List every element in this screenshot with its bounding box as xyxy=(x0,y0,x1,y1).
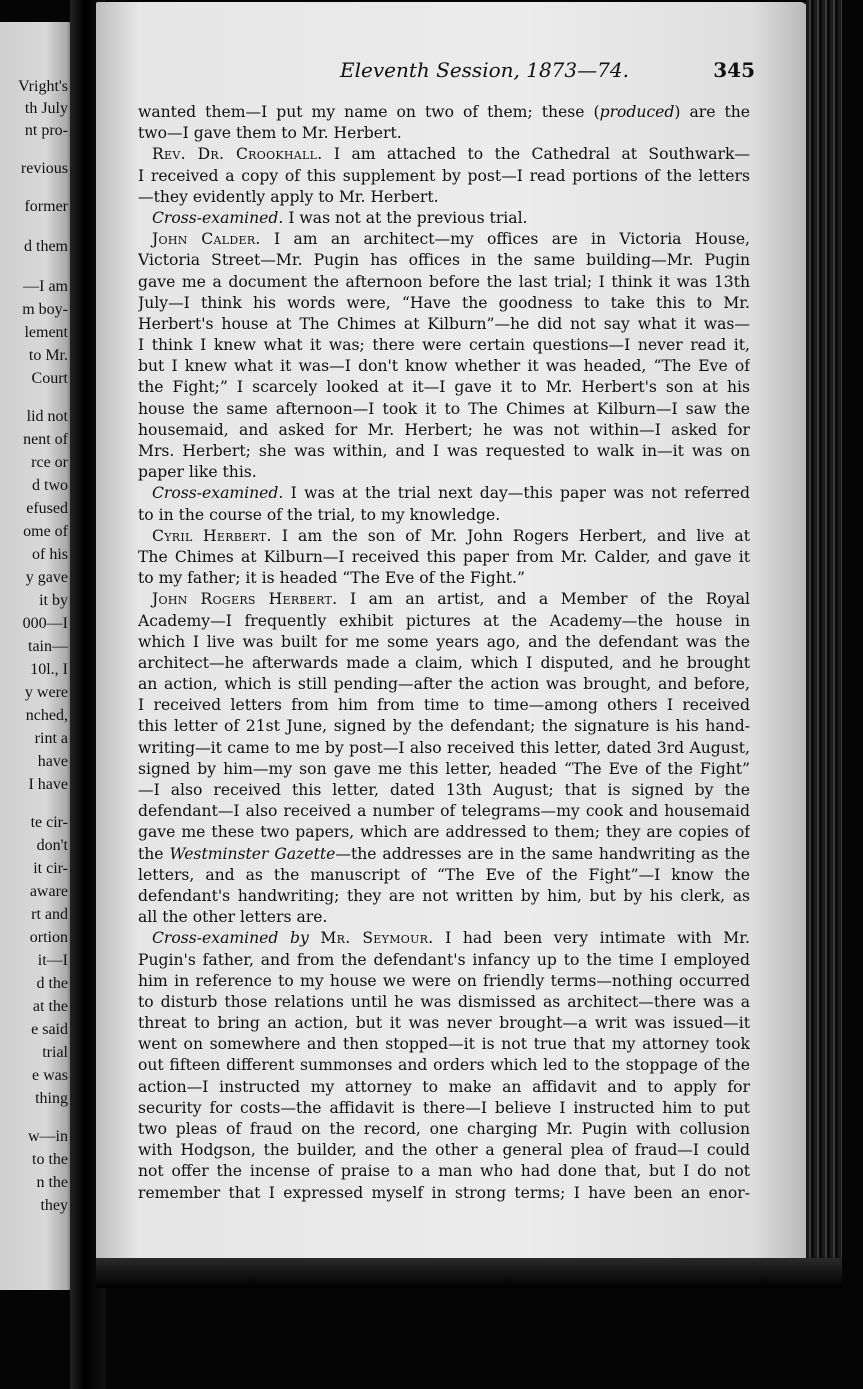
text-line xyxy=(138,695,750,716)
italic-text: Cross-examined by xyxy=(152,929,309,948)
margin-fragment: tain— xyxy=(28,638,68,655)
line-text: paper like this. xyxy=(138,463,257,482)
margin-fragment: rt and xyxy=(31,906,68,923)
text-line xyxy=(138,102,750,123)
text-line xyxy=(138,992,750,1013)
line-text: wanted them—I put my name on two of them; these ( xyxy=(138,103,600,121)
text-line xyxy=(138,1055,750,1076)
margin-fragment: d them xyxy=(24,238,68,255)
margin-fragment: of his xyxy=(32,546,68,563)
line-text: action—I instructed my attorney to make an affidavit and to apply for xyxy=(138,1077,750,1096)
text-line xyxy=(138,632,750,653)
line-text: signed by him—my son gave me this letter, headed “The Eve of the Fight” xyxy=(138,759,750,778)
line-text: two—I gave them to Mr. Herbert. xyxy=(138,124,402,143)
text-line xyxy=(138,759,750,780)
margin-fragment: lid not xyxy=(26,408,68,425)
line-text: —the addresses are in the same handwriting as the xyxy=(335,844,750,863)
line-text: to my father; it is headed “The Eve of the Fight.” xyxy=(138,569,525,588)
line-text: I think I knew what it was; there were certain questions—I never read it, xyxy=(138,336,750,355)
margin-fragment: nched, xyxy=(25,707,68,724)
margin-fragment: y gave xyxy=(25,569,68,586)
margin-fragment: e was xyxy=(32,1067,68,1084)
text-line xyxy=(138,971,750,992)
italic-text: produced xyxy=(599,103,675,121)
margin-fragment: d two xyxy=(32,477,68,494)
line-text: an action, which is still pending—after the action was brought, and before, xyxy=(138,675,750,694)
line-text: ) are the xyxy=(674,103,750,121)
line-text: this letter of 21st June, signed by the defendant; the signature is his hand- xyxy=(138,717,750,736)
line-text: threat to bring an action, but it was never brought—a writ was issued—it xyxy=(138,1014,750,1033)
margin-fragment: they xyxy=(40,1197,68,1214)
margin-fragment: te cir- xyxy=(30,814,68,831)
text-line xyxy=(138,420,750,441)
text-line xyxy=(138,483,750,504)
margin-fragment: n the xyxy=(36,1174,68,1191)
line-text: two pleas of fraud on the record, one charging Mr. Pugin with collusion xyxy=(138,1120,750,1138)
line-text: gave me these two papers, which are addressed to them; they are copies of xyxy=(138,823,750,842)
line-text: I received a copy of this supplement by post—I read portions of the letters xyxy=(138,166,750,185)
margin-fragment: it—I xyxy=(37,952,68,969)
margin-fragment: y were xyxy=(24,684,68,701)
line-text: The Chimes at Kilburn—I received this paper from Mr. Calder, and gave it xyxy=(138,547,750,566)
line-text: the Fight;” I scarcely looked at it—I gave it to Mr. Herbert's son at his xyxy=(138,378,750,397)
line-text: security for costs—the affidavit is there—I believe I instructed him to put xyxy=(138,1098,750,1117)
text-line xyxy=(138,272,750,293)
line-text: house the same afternoon—I took it to The Chimes at Kilburn—I saw the xyxy=(138,399,750,418)
line-text: out fifteen different summonses and orders which led to the stoppage of the xyxy=(138,1056,750,1075)
margin-fragment: d the xyxy=(36,975,68,992)
margin-fragment: nt pro- xyxy=(24,122,68,139)
line-text: Pugin's father, and from the defendant's infancy up to the time I employed xyxy=(138,950,750,969)
margin-fragment: efused xyxy=(26,500,68,517)
session-title: Eleventh Session, 1873—74. xyxy=(340,58,629,82)
text-line xyxy=(138,1098,750,1119)
text-line xyxy=(138,335,750,356)
line-text: which I live was built for me some years ago, and the defendant was the xyxy=(138,632,750,651)
line-text: defendant—I also received a number of telegrams—my cook and housemaid xyxy=(138,802,750,821)
margin-fragment: Court xyxy=(31,370,68,387)
text-line xyxy=(138,505,750,526)
text-line xyxy=(138,674,750,695)
text-line xyxy=(138,293,750,314)
text-line xyxy=(138,250,750,271)
line-text: housemaid, and asked for Mr. Herbert; he was not within—I asked for xyxy=(138,420,750,439)
text-line xyxy=(138,780,750,801)
speaker-name: Cyril Herbert. xyxy=(152,526,272,545)
text-line xyxy=(138,653,750,674)
margin-fragment: trial xyxy=(42,1044,68,1061)
transcript-body xyxy=(138,102,750,1204)
margin-fragment: don't xyxy=(36,837,68,854)
margin-fragment: lement xyxy=(24,324,68,341)
text-line xyxy=(138,950,750,971)
margin-fragment: 10l., I xyxy=(30,661,68,678)
line-text: Mrs. Herbert; she was within, and I was requested to walk in—it was on xyxy=(138,442,750,460)
text-line xyxy=(138,144,750,165)
line-text: I am an architect—my offices are in Victoria House, xyxy=(260,230,750,249)
text-line xyxy=(138,187,750,208)
text-line xyxy=(138,1161,750,1182)
margin-fragment: former xyxy=(24,198,68,215)
text-line xyxy=(138,1140,750,1161)
line-text: I am the son of Mr. John Rogers Herbert, and live at xyxy=(271,526,750,545)
line-text: him in reference to my house we were on friendly terms—nothing occurred xyxy=(138,971,750,990)
line-text: July—I think his words were, “Have the goodness to take this to Mr. xyxy=(138,293,750,312)
text-line xyxy=(138,1077,750,1098)
margin-fragment: aware xyxy=(29,883,68,900)
left-facing-page xyxy=(0,22,76,1290)
text-line xyxy=(138,716,750,737)
text-line xyxy=(138,314,750,335)
text-line xyxy=(138,822,750,843)
line-text: not offer the incense of praise to a man who had done that, but I do not xyxy=(138,1162,750,1181)
text-line xyxy=(138,377,750,398)
speaker-name: Mr. Seymour. xyxy=(320,929,434,948)
text-line xyxy=(138,738,750,759)
line-text: with Hodgson, the builder, and the other a general plea of fraud—I could xyxy=(138,1141,750,1160)
text-line xyxy=(138,865,750,886)
margin-fragment: rint a xyxy=(34,730,68,747)
line-text: I had been very intimate with Mr. xyxy=(433,929,750,948)
line-text: I am attached to the Cathedral at Southwark— xyxy=(322,145,750,164)
line-text: architect—he afterwards made a claim, which I disputed, and he brought xyxy=(138,653,750,672)
line-text: to in the course of the trial, to my knowledge. xyxy=(138,505,501,524)
line-text: I received letters from him from time to time—among others I received xyxy=(138,696,750,715)
line-text: I was not at the previous trial. xyxy=(283,208,528,227)
margin-fragment: to Mr. xyxy=(28,347,68,364)
margin-fragment: have xyxy=(37,753,68,770)
italic-text: Westminster Gazette xyxy=(169,844,336,863)
line-text: letters, and as the manuscript of “The Eve of the Fight”—I know the xyxy=(138,865,750,884)
text-line xyxy=(138,886,750,907)
margin-fragment: e said xyxy=(31,1021,68,1038)
margin-fragment: 000—I xyxy=(22,615,68,632)
line-text: remember that I expressed myself in strong terms; I have been an enor- xyxy=(138,1183,750,1202)
line-text: Academy—I frequently exhibit pictures at the Academy—the house in xyxy=(138,611,750,630)
margin-fragment: ortion xyxy=(29,929,68,946)
book-cover-edge xyxy=(96,1258,842,1288)
text-line xyxy=(138,1183,750,1204)
text-line xyxy=(138,801,750,822)
text-line xyxy=(138,229,750,250)
line-text: all the other letters are. xyxy=(138,908,328,927)
text-line xyxy=(138,441,750,462)
line-text: defendant's handwriting; they are not written by him, but by his clerk, as xyxy=(138,886,750,905)
margin-fragment: revious xyxy=(20,160,68,177)
line-text: —I also received this letter, dated 13th August; that is signed by the xyxy=(138,781,750,799)
text-line xyxy=(138,166,750,187)
margin-fragment: it by xyxy=(39,592,68,609)
italic-text: Cross-examined. xyxy=(152,208,284,227)
line-text: to disturb those relations until he was dismissed as architect—there was a xyxy=(138,992,750,1011)
margin-fragment: to the xyxy=(32,1151,68,1168)
speaker-name: John Calder. xyxy=(152,230,261,249)
margin-fragment: at the xyxy=(32,998,68,1015)
margin-fragment: w—in xyxy=(28,1128,68,1145)
speaker-name: John Rogers Herbert. xyxy=(152,590,338,609)
text-line xyxy=(138,1013,750,1034)
line-text: Herbert's house at The Chimes at Kilburn”—he did not say what it was— xyxy=(138,314,750,333)
text-line xyxy=(138,589,750,610)
line-text: but I knew what it was—I don't know whether it was headed, “The Eve of xyxy=(138,357,750,376)
text-line xyxy=(138,844,750,865)
margin-fragment: it cir- xyxy=(33,860,68,877)
margin-fragment: thing xyxy=(35,1090,68,1107)
line-text: writing—it came to me by post—I also received this letter, dated 3rd August, xyxy=(138,738,750,757)
text-line xyxy=(138,1034,750,1055)
running-header xyxy=(330,58,755,84)
italic-text: Cross-examined. xyxy=(152,484,284,503)
line-text: went on somewhere and then stopped—it is not true that my attorney took xyxy=(138,1035,750,1054)
margin-fragment: I have xyxy=(28,776,68,793)
text-line xyxy=(138,123,750,144)
margin-fragment: —I am xyxy=(23,278,68,295)
speaker-name: Rev. Dr. Crookhall. xyxy=(152,145,323,164)
text-line xyxy=(138,547,750,568)
line-text: —they evidently apply to Mr. Herbert. xyxy=(138,187,439,206)
page-number: 345 xyxy=(713,58,755,82)
margin-fragment: ome of xyxy=(23,523,68,540)
text-line xyxy=(138,568,750,589)
page-edges xyxy=(806,0,842,1285)
line-text: I was at the trial next day—this paper was not referred xyxy=(283,484,750,503)
margin-fragment: th July xyxy=(24,100,68,117)
margin-fragment: Vright's xyxy=(18,78,68,95)
text-line xyxy=(138,928,750,949)
text-line xyxy=(138,399,750,420)
line-text: Victoria Street—Mr. Pugin has offices in the same building—Mr. Pugin xyxy=(138,251,750,270)
margin-fragment: rce or xyxy=(31,454,68,471)
margin-fragment: nent of xyxy=(23,431,68,448)
line-text: the xyxy=(138,844,170,863)
line-text: gave me a document the afternoon before the last trial; I think it was 13th xyxy=(138,272,750,291)
text-line xyxy=(138,526,750,547)
line-text: I am an artist, and a Member of the Royal xyxy=(337,590,750,609)
text-line xyxy=(138,907,750,928)
text-line xyxy=(138,208,750,229)
text-line xyxy=(138,356,750,377)
text-line xyxy=(138,611,750,632)
text-line xyxy=(138,1119,750,1140)
text-line xyxy=(138,462,750,483)
line-text xyxy=(309,929,321,947)
margin-fragment: m boy- xyxy=(22,301,68,318)
